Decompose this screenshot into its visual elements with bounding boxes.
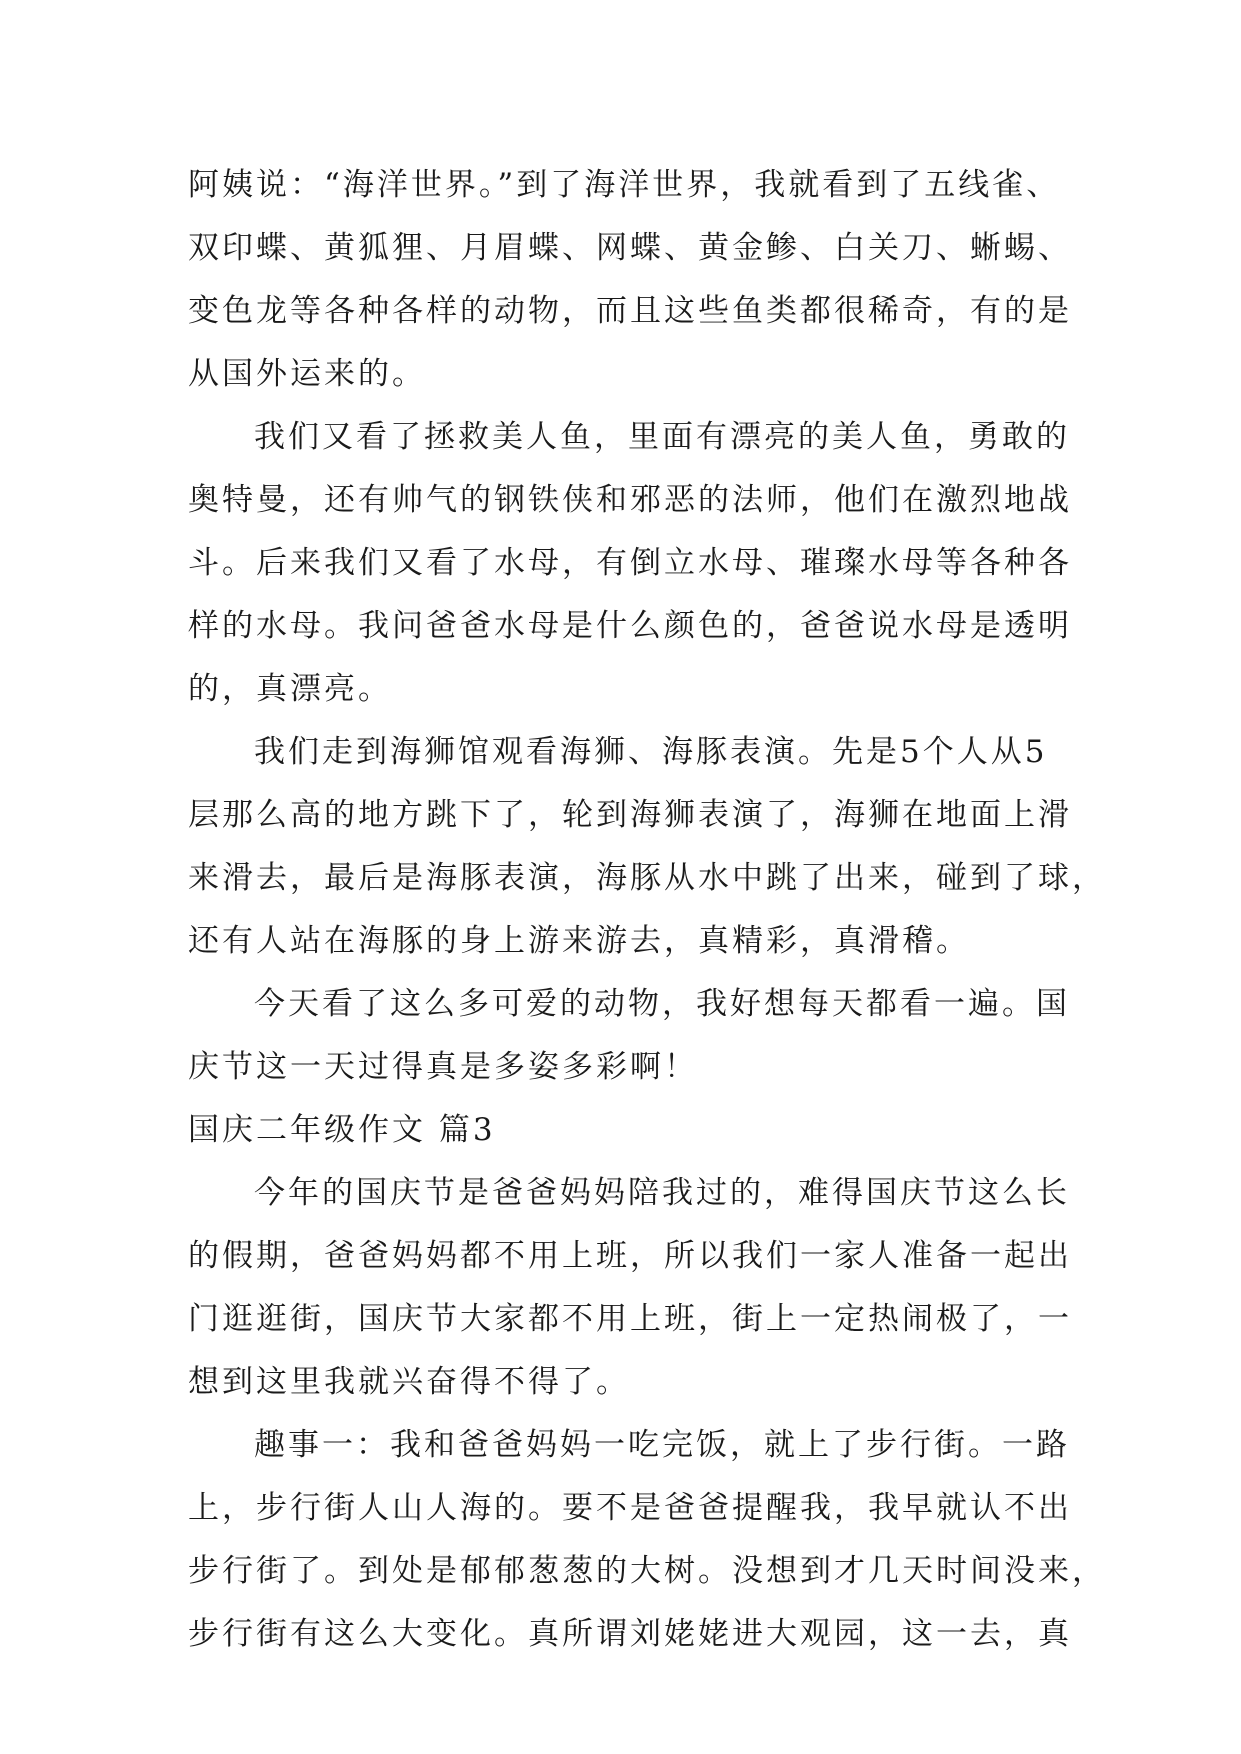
paragraph-start-line: 趣事一：我和爸爸妈妈一吃完饭，就上了步行街。一路 <box>254 1427 1070 1463</box>
text-line: 双印蝶、黄狐狸、月眉蝶、网蝶、黄金鲹、白关刀、蜥蜴、 <box>188 230 1072 266</box>
text-line: 来滑去，最后是海豚表演，海豚从水中跳了出来，碰到了球， <box>188 860 1106 896</box>
text-line: 步行街了。到处是郁郁葱葱的大树。没想到才几天时间没来， <box>188 1553 1106 1589</box>
text-line: 门逛逛街，国庆节大家都不用上班，街上一定热闹极了，一 <box>188 1301 1072 1337</box>
paragraph-start-line: 我们走到海狮馆观看海狮、海豚表演。先是5个人从5 <box>254 734 1048 770</box>
paragraph-start-line: 我们又看了拯救美人鱼，里面有漂亮的美人鱼，勇敢的 <box>254 419 1070 455</box>
text-line: 奥特曼，还有帅气的钢铁侠和邪恶的法师，他们在激烈地战 <box>188 482 1072 518</box>
text-line: 想到这里我就兴奋得不得了。 <box>188 1364 630 1400</box>
text-line: 层那么高的地方跳下了，轮到海狮表演了，海狮在地面上滑 <box>188 797 1072 833</box>
text-line: 样的水母。我问爸爸水母是什么颜色的，爸爸说水母是透明 <box>188 608 1072 644</box>
text-line: 从国外运来的。 <box>188 356 426 392</box>
text-line: 庆节这一天过得真是多姿多彩啊！ <box>188 1049 698 1085</box>
section-heading: 国庆二年级作文 篇3 <box>188 1112 496 1148</box>
text-line: 步行街有这么大变化。真所谓刘姥姥进大观园，这一去，真 <box>188 1616 1072 1652</box>
paragraph-start-line: 今天看了这么多可爱的动物，我好想每天都看一遍。国 <box>254 986 1070 1022</box>
paragraph-start-line: 今年的国庆节是爸爸妈妈陪我过的，难得国庆节这么长 <box>254 1175 1070 1211</box>
text-line: 阿姨说：“海洋世界。”到了海洋世界，我就看到了五线雀、 <box>188 167 1061 203</box>
text-line: 的，真漂亮。 <box>188 671 392 707</box>
text-line: 斗。后来我们又看了水母，有倒立水母、璀璨水母等各种各 <box>188 545 1072 581</box>
text-line: 上，步行街人山人海的。要不是爸爸提醒我，我早就认不出 <box>188 1490 1072 1526</box>
text-line: 还有人站在海豚的身上游来游去，真精彩，真滑稽。 <box>188 923 970 959</box>
text-line: 变色龙等各种各样的动物，而且这些鱼类都很稀奇，有的是 <box>188 293 1072 329</box>
text-line: 的假期，爸爸妈妈都不用上班，所以我们一家人准备一起出 <box>188 1238 1072 1274</box>
document-page <box>188 154 1106 1666</box>
